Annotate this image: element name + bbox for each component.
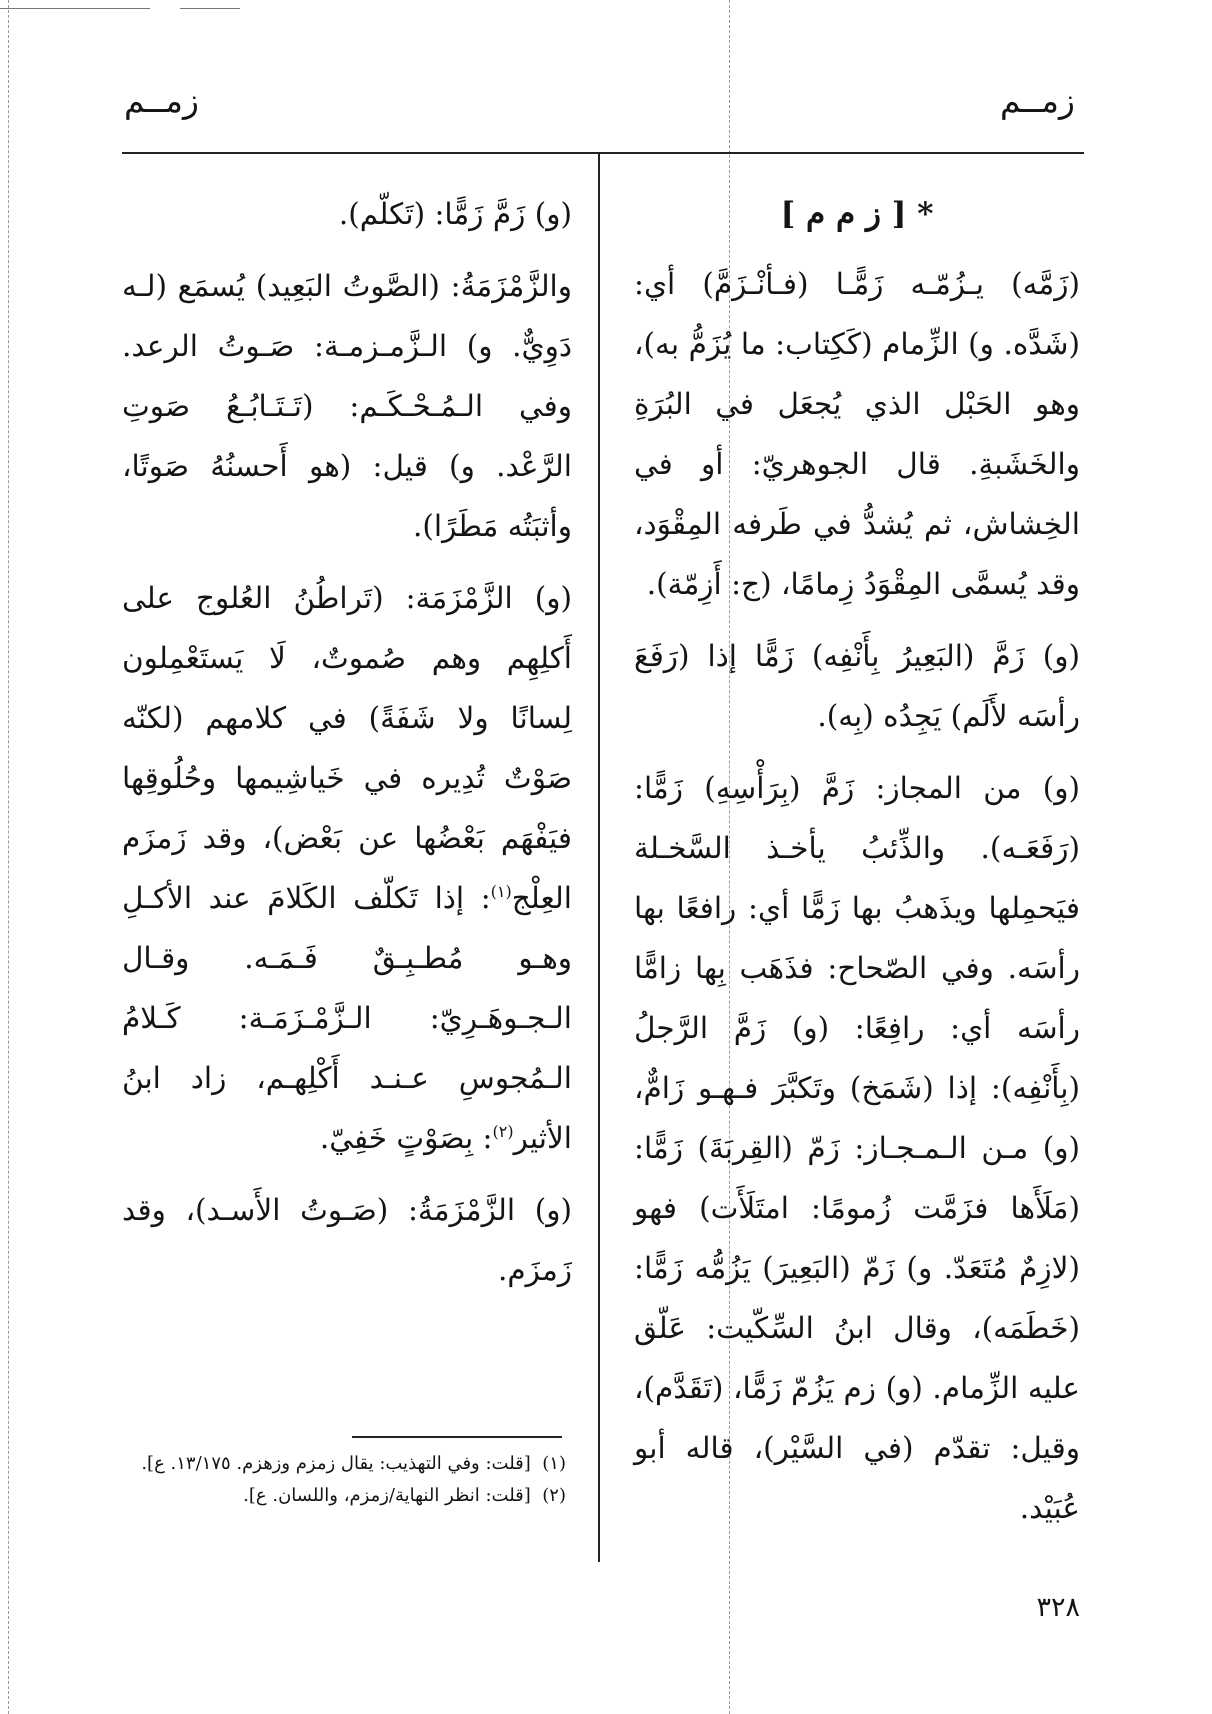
paragraph: (و) زَمَّ زَمًّا: (تَكلّم). [338, 197, 572, 231]
entry-title: * [ ز م م ] [780, 196, 934, 232]
paragraph: (و) من المجاز: زَمَّ (بِرَأْسِهِ) زَمًّا: (رَفَعَـه). والذِّئبُ يأخـذ السَّخـلة فيَحمِلها ويذَهبُ بها زَمًّا أي: رافعًا بها رأسَه. وفي الصّحاح: فذَهَب بِها زامًّا رأسَه أي: رافِعًا: (و) زَمَّ الرَّجلُ (بِأَنْفِه): إذا (شَمَخ) وتَكبَّرَ فـهـو زَامٌّ، (و) مـن الـمـجـاز: زَمّ (القِربَةَ) زَمًّا: (مَلَأَها فزَمَّت زُمومًا: امتَلَأَت) فهو (لازِمٌ مُتَعَدّ. و) زَمّ (البَعِيرَ) يَزُمُّه زَمًّا: (خَطَمَه)، وقال ابنُ السِّكّيت: عَلّق عليه الزِّمام. (و) زم يَزُمّ زَمًّا، (تَقَدَّم)، وقيل: تقدّم (في السَّيْر)، قاله أبو عُبَيْد. [634, 771, 1080, 1525]
footnote [122, 1480, 566, 1512]
footnote-text: [قلت: انظر النهاية/زمزم، واللسان. ع]. [243, 1485, 531, 1506]
header-rule [122, 152, 1084, 154]
paragraph: (و) زَمَّ (البَعِيرُ بِأَنْفِه) زَمًّا إذا (رَفَعَ رأسَه لأَلَم) يَجِدُه (بِه). [634, 639, 1080, 733]
column-divider [598, 152, 600, 1562]
footnote-ref: (١) [490, 882, 512, 902]
text-run: (و) الزَّمْزَمَة: (تَراطُنُ العُلوج على أَكلِهِم وهم صُموتٌ، لَا يَستَعْمِلون لِسانًا ولا شَفَةً) في كلامهم (لكنّه صَوْتٌ تُدِيره في خَياشِيمها وحُلُوقِها فيَفْهَم بَعْضُها عن بَعْض)، وقد زَمزَم العِلْج [122, 581, 572, 915]
footnotes [122, 1448, 566, 1512]
text-run: : بِصَوْتٍ خَفِيّ. [319, 1121, 493, 1155]
left-column [122, 184, 572, 1312]
running-header-left: زمــم [124, 81, 199, 120]
right-column [634, 184, 1080, 1550]
footnote-text: [قلت: وفي التهذيب: يقال زمزم وزهزم. ١٣/١٧٥. ع]. [141, 1453, 531, 1474]
paragraph: (و) الزَّمْزَمَةُ: (صَـوتُ الأَسـد)، وقد زَمزَم. [122, 1193, 572, 1287]
page-number: ٣٢٨ [1036, 1592, 1080, 1623]
footnote-number: (١) [542, 1453, 566, 1474]
text-run: : إذا تَكلّف الكَلامَ عند الأكـلِ وهـو مُطـبِـقٌ فَـمَـه. وقـال الـجـوهَـرِيّ: الـزَّمْـزَمَـة: كَـلامُ الـمُجوسِ عـنـد أَكْلِهـم، زاد ابنُ [122, 881, 572, 1095]
footnote-rule [352, 1436, 562, 1438]
text-run: الأثير [513, 1121, 572, 1155]
scan-corner-mark [180, 8, 240, 9]
paragraph: (زَمَّه) يـزُمّـه زَمًّـا (فـأنْـزَمَّ) أي: (شَدَّه. و) الزِّمام (كَكِتاب: ما يُزَمُّ به)، وهو الحَبْل الذي يُجعَل في البُرَةِ والخَشَبةِ. قال الجوهريّ: أو في الخِشاش، ثم يُشدُّ في طَرفه المِقْوَد، وقد يُسمَّى المِقْوَدُ زِمامًا، (ج: أَزِمّة). [634, 267, 1080, 601]
paragraph: والزَّمْزَمَةُ: (الصَّوتُ البَعِيد) يُسمَع (لـه دَوِيٌّ. و) الـزَّمـزمـة: صَـوتُ الرعد. وفي الـمُـحْـكَـم: (تَـتَـابُـعُ صَوتِ الرَّعْد. و) قيل: (هو أَحسنُهُ صَوتًا، وأثبَتُه مَطَرًا). [122, 269, 572, 543]
footnote-number: (٢) [542, 1485, 566, 1506]
paragraph-with-footnotes [122, 568, 572, 1168]
footnote [122, 1448, 566, 1480]
running-header-right: زمــم [1000, 81, 1075, 120]
scan-edge-line [8, 0, 9, 1714]
footnote-ref: (٢) [492, 1122, 514, 1142]
scan-corner-mark [0, 8, 150, 9]
